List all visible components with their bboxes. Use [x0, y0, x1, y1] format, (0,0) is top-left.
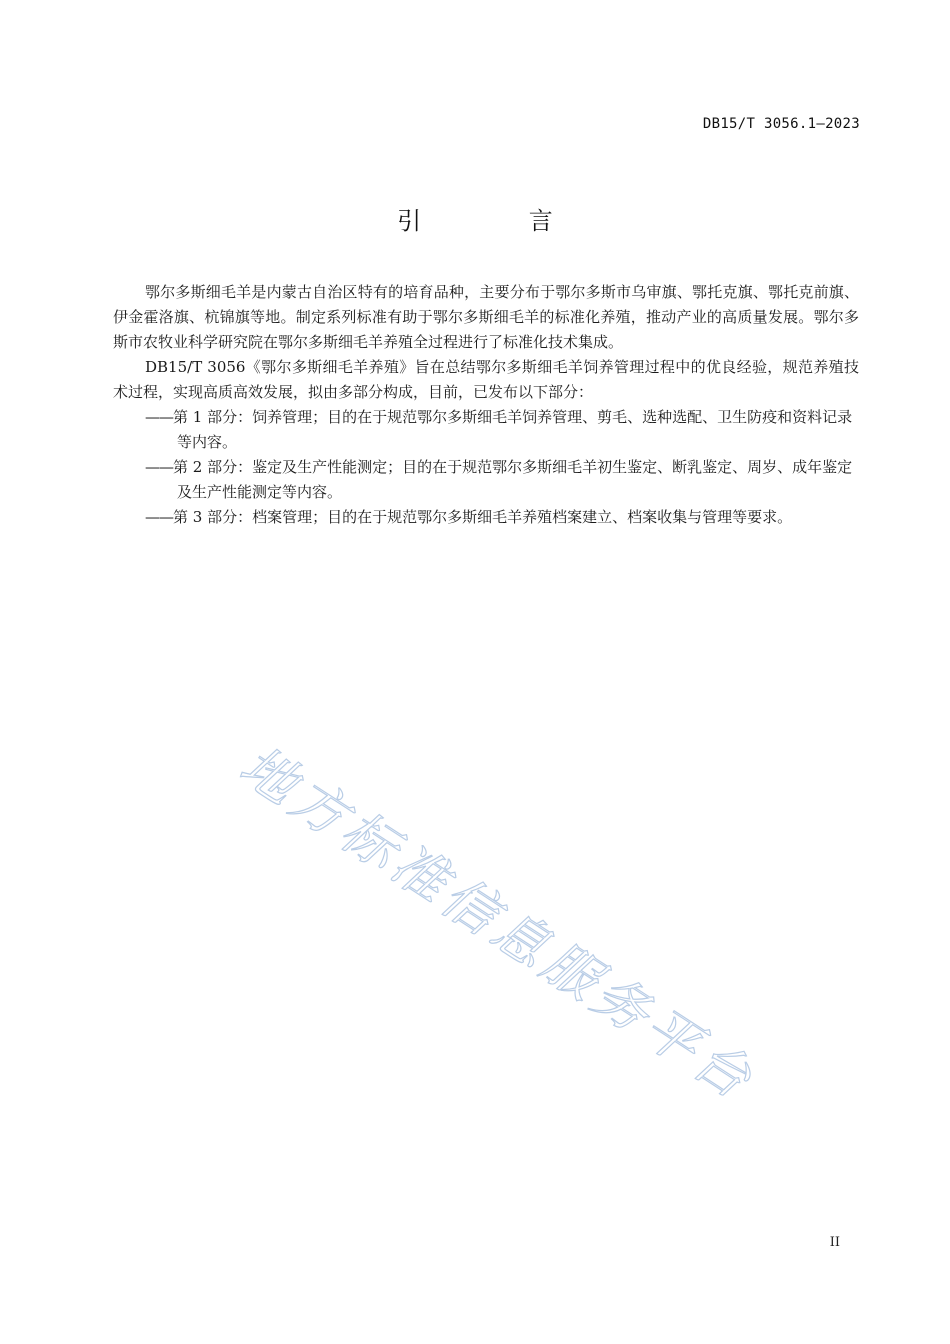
- document-body: [113, 280, 859, 530]
- scope-paragraph: DB15/T 3056《鄂尔多斯细毛羊养殖》旨在总结鄂尔多斯细毛羊饲养管理过程中的优良经验，规范养殖技术过程，实现高质高效发展，拟由多部分构成，目前，已发布以下部分：: [113, 358, 859, 401]
- list-dash: ——: [145, 408, 173, 426]
- section-title: 引 言: [397, 207, 603, 235]
- list-item-part-3: [113, 505, 857, 530]
- list-dash: ——: [145, 508, 173, 526]
- list-item-text: 第 3 部分：档案管理；目的在于规范鄂尔多斯细毛羊养殖档案建立、档案收集与管理等要求。: [173, 508, 793, 526]
- list-item-text: 第 1 部分：饲养管理；目的在于规范鄂尔多斯细毛羊饲养管理、剪毛、选种选配、卫生防疫和资料记录等内容。: [173, 408, 853, 451]
- list-item-text: 第 2 部分：鉴定及生产性能测定；目的在于规范鄂尔多斯细毛羊初生鉴定、断乳鉴定、周岁、成年鉴定及生产性能测定等内容。: [173, 458, 853, 501]
- page-number: II: [829, 1235, 840, 1250]
- watermark: 地方标准信息服务平台: [229, 733, 767, 1114]
- document-code: DB15/T 3056.1—2023: [702, 116, 860, 132]
- list-item-part-1: [113, 405, 857, 455]
- list-item-part-2: [113, 455, 857, 505]
- intro-paragraph: 鄂尔多斯细毛羊是内蒙古自治区特有的培育品种，主要分布于鄂尔多斯市乌审旗、鄂托克旗、鄂托克前旗、伊金霍洛旗、杭锦旗等地。制定系列标准有助于鄂尔多斯细毛羊的标准化养殖，推动产业的高质量发展。鄂尔多斯市农牧业科学研究院在鄂尔多斯细毛羊养殖全过程进行了标准化技术集成。: [113, 283, 859, 351]
- parts-list: [113, 405, 859, 530]
- list-dash: ——: [145, 458, 173, 476]
